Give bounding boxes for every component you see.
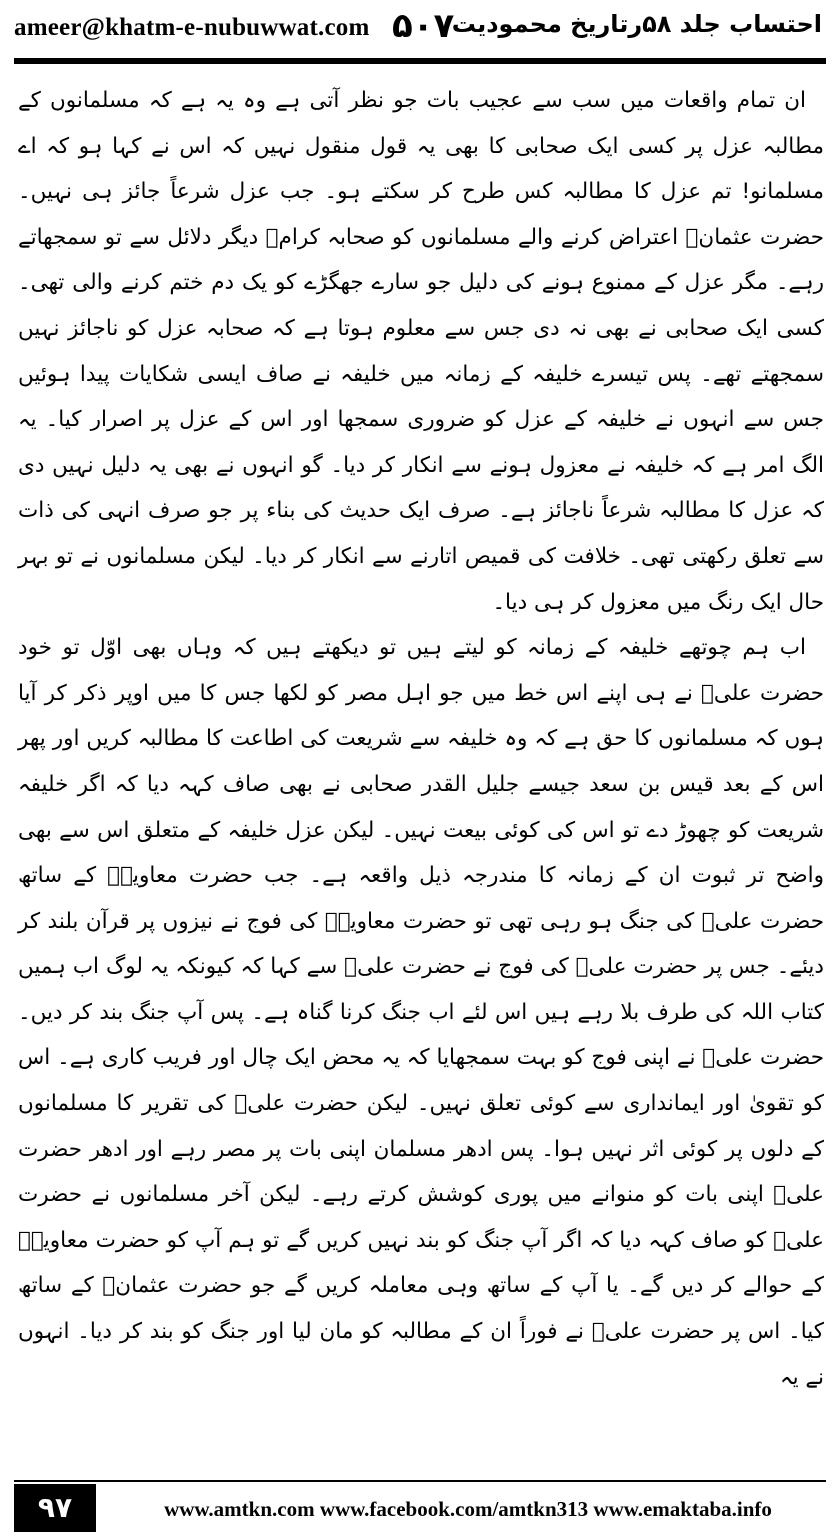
page-header bbox=[0, 0, 840, 58]
page-number: ۵۰۷ bbox=[392, 6, 455, 46]
header-rule bbox=[14, 58, 826, 64]
footer-links: www.amtkn.com www.facebook.com/amtkn313 www.emaktaba.info bbox=[164, 1497, 772, 1521]
header-email: ameer@khatm-e-nubuwwat.com bbox=[14, 14, 370, 41]
running-head: احتساب جلد ۵۸رتاریخ محمودیت bbox=[451, 10, 822, 38]
paragraph-1: ان تمام واقعات میں سب سے عجیب بات جو نظر آتی ہے وہ یہ ہے کہ مسلمانوں کے مطالبہ عزل پر کسی ایک صحابی کا بھی یہ قول منقول نہیں کہ اس نے کہا ہو کہ اے مسلمانو! تم عزل کا مطالبہ کس طرح کر سکتے ہو۔ جب عزل شرعاً جائز ہی نہیں۔ حضرت عثمانؓ اعتراض کرنے والے مسلمانوں کو صحابہ کرامؓ دیگر دلائل سے تو سمجھاتے رہے۔ مگر عزل کے ممنوع ہونے کی دلیل جو سارے جھگڑے کو یک دم ختم کرنے والی تھی۔ کسی ایک صحابی نے بھی نہ دی جس سے معلوم ہوتا ہے کہ صحابہ عزل کو ناجائز نہیں سمجھتے تھے۔ پس تیسرے خلیفہ کے زمانہ میں خلیفہ نے صاف ایسی شکایات پیدا ہوئیں جس سے انہوں نے خلیفہ کے عزل کو ضروری سمجھا اور اس کے عزل پر اصرار کیا۔ یہ الگ امر ہے کہ خلیفہ نے معزول ہونے سے انکار کر دیا۔ گو انہوں نے بھی یہ دلیل نہیں دی کہ عزل کا مطالبہ شرعاً ناجائز ہے۔ صرف ایک حدیث کی بناء پر جو صرف انہی کی ذات سے تعلق رکھتی تھی۔ خلافت کی قمیص اتارنے سے انکار کر دیا۔ لیکن مسلمانوں نے تو بہر حال ایک رنگ میں معزول کر ہی دیا۔ bbox=[18, 88, 824, 615]
paragraph-2: اب ہم چوتھے خلیفہ کے زمانہ کو لیتے ہیں تو دیکھتے ہیں کہ وہاں بھی اوّل تو خود حضرت علیؓ نے ہی اپنے اس خط میں جو اہل مصر کو لکھا جس کا میں اوپر ذکر کر آیا ہوں کہ مسلمانوں کا حق ہے کہ وہ خلیفہ سے شریعت کی اطاعت کا مطالبہ کریں اور پھر اس کے بعد قیس بن سعد جیسے جلیل القدر صحابی نے بھی صاف کہہ دیا کہ اگر خلیفہ شریعت کو چھوڑ دے تو اس کی کوئی بیعت نہیں۔ لیکن عزل خلیفہ کے متعلق اس سے بھی واضح تر ثبوت ان کے زمانہ کا مندرجہ ذیل واقعہ ہے۔ جب حضرت معاویہؓ کے ساتھ حضرت علیؓ کی جنگ ہو رہی تھی تو حضرت معاویہؓ کی فوج نے نیزوں پر قرآن بلند کر دیئے۔ جس پر حضرت علیؓ کی فوج نے حضرت علیؓ سے کہا کہ کیونکہ یہ لوگ اب ہمیں کتاب اللہ کی طرف بلا رہے ہیں اس لئے اب جنگ کرنا گناہ ہے۔ پس آپ جنگ بند کر دیں۔ حضرت علیؓ نے اپنی فوج کو بہت سمجھایا کہ یہ محض ایک چال اور فریب کاری ہے۔ اس کو تقویٰ اور ایمانداری سے کوئی تعلق نہیں۔ لیکن حضرت علیؓ کی تقریر کا مسلمانوں کے دلوں پر کوئی اثر نہیں ہوا۔ پس ادھر مسلمان اپنی بات پر مصر رہے اور ادھر حضرت علیؓ اپنی بات کو منوانے میں پوری کوشش کرتے رہے۔ لیکن آخر مسلمانوں نے حضرت علیؓ کو صاف کہہ دیا کہ اگر آپ جنگ کو بند نہیں کریں گے تو ہم آپ کو حضرت معاویہؓ کے حوالے کر دیں گے۔ یا آپ کے ساتھ وہی معاملہ کریں گے جو حضرت عثمانؓ کے ساتھ کیا۔ اس پر حضرت علیؓ نے فوراً ان کے مطالبہ کو مان لیا اور جنگ کو بند کر دیا۔ انہوں نے یہ bbox=[18, 635, 824, 1390]
body-text bbox=[18, 78, 824, 1400]
footer-rule bbox=[14, 1480, 826, 1482]
folio-number: ۹۷ bbox=[14, 1484, 96, 1532]
